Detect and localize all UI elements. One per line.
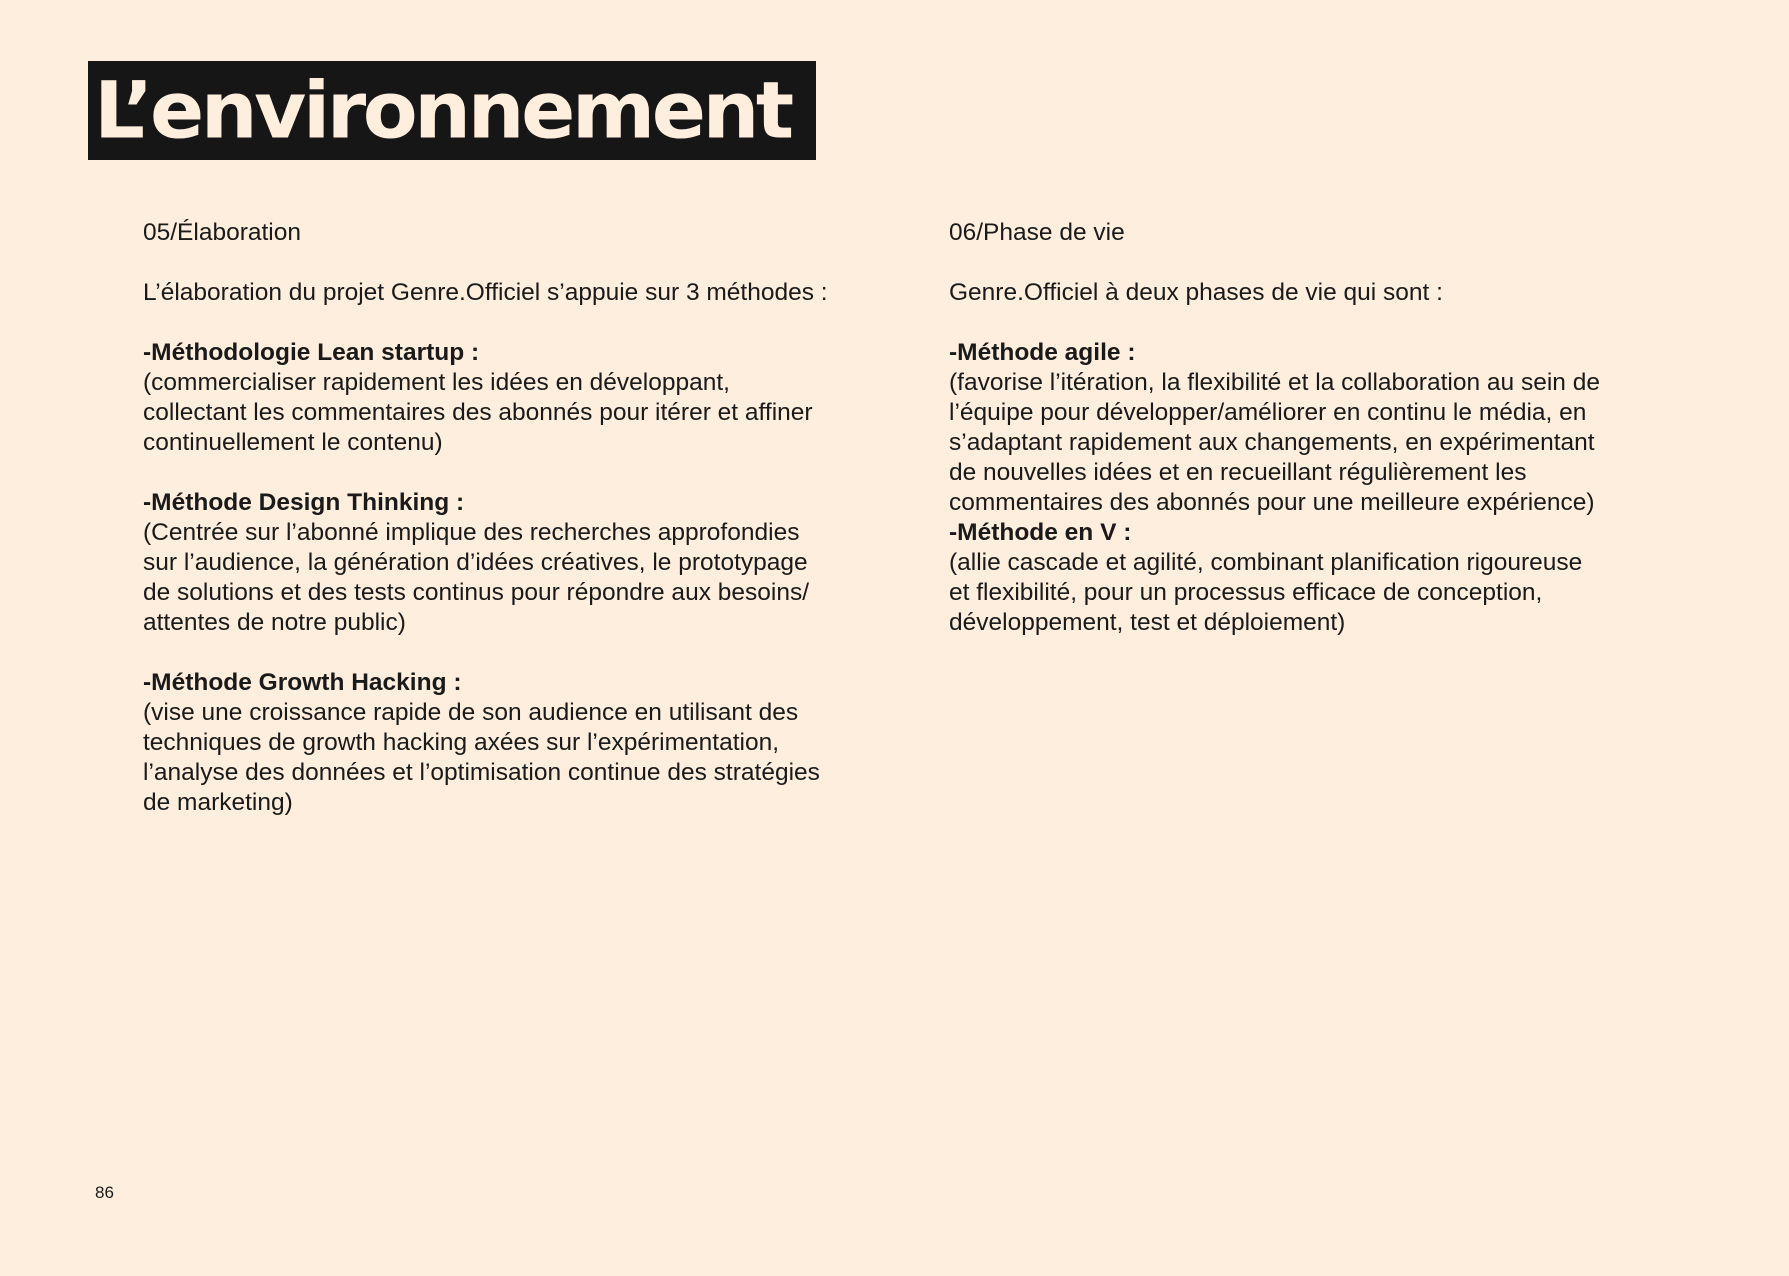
- method-title: -Méthode Growth Hacking :: [143, 669, 462, 696]
- section-heading-phase-de-vie: 06/Phase de vie: [949, 219, 1125, 246]
- method-line: l’analyse des données et l’optimisation continue des stratégies: [143, 759, 820, 786]
- method-block-v-model: [949, 518, 1729, 638]
- method-block-design-thinking: [143, 488, 923, 638]
- method-block-lean-startup: [143, 338, 923, 458]
- right-column-phase-de-vie: [949, 218, 1729, 638]
- method-line: continuellement le contenu): [143, 429, 443, 456]
- method-line: l’équipe pour développer/améliorer en continu le média, en: [949, 399, 1587, 426]
- title-banner: [88, 61, 816, 160]
- method-line: techniques de growth hacking axées sur l’expérimentation,: [143, 729, 780, 756]
- method-line: attentes de notre public): [143, 609, 406, 636]
- method-line: (vise une croissance rapide de son audience en utilisant des: [143, 699, 799, 726]
- phase-intro: Genre.Officiel à deux phases de vie qui sont :: [949, 279, 1443, 306]
- method-block-agile: [949, 338, 1729, 518]
- method-line: (allie cascade et agilité, combinant planification rigoureuse: [949, 549, 1583, 576]
- section-heading-elaboration: 05/Élaboration: [143, 219, 302, 246]
- method-line: de marketing): [143, 789, 293, 816]
- method-line: et flexibilité, pour un processus efficace de conception,: [949, 579, 1543, 606]
- page-title: L’environnement: [94, 64, 791, 156]
- method-line: (commercialiser rapidement les idées en développant,: [143, 369, 730, 396]
- method-line: développement, test et déploiement): [949, 609, 1346, 636]
- method-title: -Méthode Design Thinking :: [143, 489, 465, 516]
- method-line: collectant les commentaires des abonnés pour itérer et affiner: [143, 399, 813, 426]
- method-title: -Méthodologie Lean startup :: [143, 339, 480, 366]
- method-line: commentaires des abonnés pour une meilleure expérience): [949, 489, 1595, 516]
- page-number: 86: [95, 1183, 114, 1202]
- elaboration-intro: L’élaboration du projet Genre.Officiel s’appuie sur 3 méthodes :: [143, 279, 828, 306]
- method-line: s’adaptant rapidement aux changements, en expérimentant: [949, 429, 1595, 456]
- method-title: -Méthode en V :: [949, 519, 1132, 546]
- method-line: (favorise l’itération, la flexibilité et la collaboration au sein de: [949, 369, 1600, 396]
- method-line: de nouvelles idées et en recueillant régulièrement les: [949, 459, 1527, 486]
- method-line: de solutions et des tests continus pour répondre aux besoins/: [143, 579, 809, 606]
- method-line: (Centrée sur l’abonné implique des recherches approfondies: [143, 519, 800, 546]
- method-block-growth-hacking: [143, 668, 923, 818]
- method-title: -Méthode agile :: [949, 339, 1136, 366]
- method-line: sur l’audience, la génération d’idées créatives, le prototypage: [143, 549, 808, 576]
- left-column-elaboration: [143, 218, 923, 818]
